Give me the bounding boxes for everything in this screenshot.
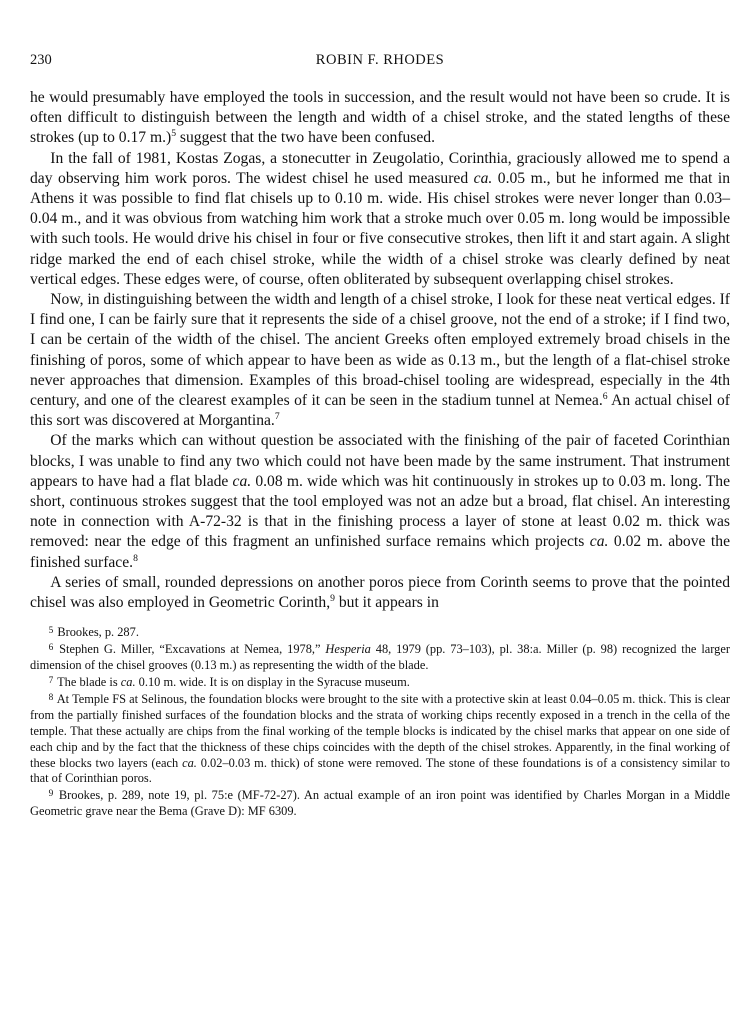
body-text <box>30 88 730 613</box>
footnote-7 <box>30 675 730 691</box>
paragraph-3-text-a: Now, in distinguishing between the width and length of a chisel stroke, I look for these neat vertical edges. If I find one, I can be fairly sure that it represents the side of a chisel groove, not the end of a stroke; if I find two, I can be certain of the width of the chisel. The ancient Greeks often employed extremely broad chisels in the finishing of poros, some of which appear to have been as wide as 0.13 m., but the length of a flat-chisel stroke never approaches that dimension. Examples of this broad-chisel tooling are widespread, especially in the 4th century, and one of the clearest examples of it can be seen in the stadium tunnel at Nemea. <box>30 291 731 410</box>
paragraph-1 <box>30 88 730 149</box>
circa-abbrev: ca. <box>182 755 197 770</box>
footnote-ref-6[interactable]: 6 <box>602 391 608 403</box>
footnote-number: 5 <box>48 626 54 637</box>
paragraph-3 <box>30 290 730 431</box>
footnote-6 <box>30 642 730 674</box>
paragraph-4-text-b: 0.08 m. wide which was hit continuously in strokes up to 0.03 m. long. The short, continuous strokes suggest that the tool employed was not an adze but a broad, flat chisel. An interesting note in connection with A-72-32 is that in the finishing process a layer of stone at least 0.02 m. thick was removed: near the edge of this fragment an unfinished surface remains which projects <box>30 472 730 551</box>
footnote-number: 8 <box>48 692 54 703</box>
paragraph-1-text: he would presumably have employed the tools in succession, and the result would not have been so crude. It is often difficult to distinguish between the length and width of a chisel stroke, and the stated lengths of these strokes (up to 0.17 m.) <box>30 89 730 147</box>
paragraph-4 <box>30 431 730 572</box>
footnote-number: 6 <box>48 642 54 653</box>
footnote-text: Stephen G. Miller, “Excavations at Nemea, 1978,” <box>59 642 326 657</box>
journal-title: Hesperia <box>325 642 371 657</box>
footnote-ref-9[interactable]: 9 <box>330 593 335 605</box>
paragraph-1-tail: suggest that the two have been confused. <box>176 129 435 147</box>
footnote-ref-7[interactable]: 7 <box>274 411 280 423</box>
paragraph-2-text-b: 0.05 m., but he informed me that in Athens it was possible to find flat chisels up to 0.10 m. wide. His chisel strokes were never longer than 0.03–0.04 m., and it was obvious from watching him work that a stroke much over 0.05 m. long would be impossible with such tools. He would drive his chisel in four or five consecutive strokes, then lift it and start again. A slight ridge marked the end of each chisel stroke, while the width of a chisel stroke was clearly defined by neat vertical edges. These edges were, of course, often obliterated by subsequent overlapping chisel strokes. <box>30 169 730 288</box>
footnote-text: 0.02–0.03 m. thick) of stone were removed. The stone of these foundations is of a consistency similar to that of Corinthian poros. <box>30 755 730 786</box>
paragraph-4-text-a: Of the marks which can without question be associated with the finishing of the pair of faceted Corinthian blocks, I was unable to find any two which could not have been made by the same instrument. That instrument appears to have had a flat blade <box>30 432 730 490</box>
circa-abbrev: ca. <box>120 675 136 689</box>
footnote-text: The blade is <box>57 675 121 689</box>
paragraph-4-text-c: 0.02 m. above the finished surface. <box>30 533 730 571</box>
circa-abbrev: ca. <box>589 533 609 551</box>
page <box>30 52 730 821</box>
running-title: ROBIN F. RHODES <box>315 52 445 68</box>
paragraph-5 <box>30 573 730 613</box>
page-number: 230 <box>30 52 52 68</box>
footnote-ref-8[interactable]: 8 <box>133 552 138 564</box>
footnote-text: Brookes, p. 287. <box>57 625 139 640</box>
paragraph-5-text-a: A series of small, rounded depressions on another poros piece from Corinth seems to prove that the pointed chisel was also employed in Geometric Corinth, <box>30 573 730 612</box>
footnotes <box>30 625 730 820</box>
footnote-number: 9 <box>48 789 54 800</box>
footnote-ref-5[interactable]: 5 <box>171 128 177 140</box>
paragraph-5-text-b: but it appears in <box>334 594 439 612</box>
circa-abbrev: ca. <box>473 169 493 187</box>
footnote-text: At Temple FS at Selinous, the foundation blocks were brought to the site with a protective skin at least 0.04–0.05 m. thick. This is clear from the partially finished surfaces of the foundation blocks and the strata of working chips recently exposed in a trench in the cella of the temple. That these actually are chips from the final working of the temple blocks is indicated by the chisel marks that appear on one side of each chip and by the fact that the thickness of these chips coincides with the depth of the chisel strokes. Apparently, in the final working of these blocks two layers (each <box>30 691 730 770</box>
footnote-9 <box>30 788 730 820</box>
footnote-text: 0.10 m. wide. It is on display in the Syracuse museum. <box>135 675 410 689</box>
footnote-text: 48, 1979 (pp. 73–103), pl. 38:a. Miller (p. 98) recognized the larger dimension of the chisel grooves (0.13 m.) as representing the width of the blade. <box>30 642 730 673</box>
paragraph-2 <box>30 149 730 290</box>
circa-abbrev: ca. <box>232 472 252 490</box>
paragraph-3-text-b: An actual chisel of this sort was discovered at Morgantina. <box>30 392 730 430</box>
paragraph-2-text-a: In the fall of 1981, Kostas Zogas, a stonecutter in Zeugolatio, Corinthia, graciously allowed me to spend a day observing him work poros. The widest chisel he used measured <box>30 149 730 187</box>
footnote-5 <box>30 625 730 641</box>
footnote-number: 7 <box>48 675 54 686</box>
footnote-text: Brookes, p. 289, note 19, pl. 75:e (MF-72-27). An actual example of an iron point was identified by Charles Morgan in a Middle Geometric grave near the Bema (Grave D): MF 6309. <box>30 788 730 819</box>
running-head <box>30 52 730 74</box>
footnote-8 <box>30 692 730 787</box>
